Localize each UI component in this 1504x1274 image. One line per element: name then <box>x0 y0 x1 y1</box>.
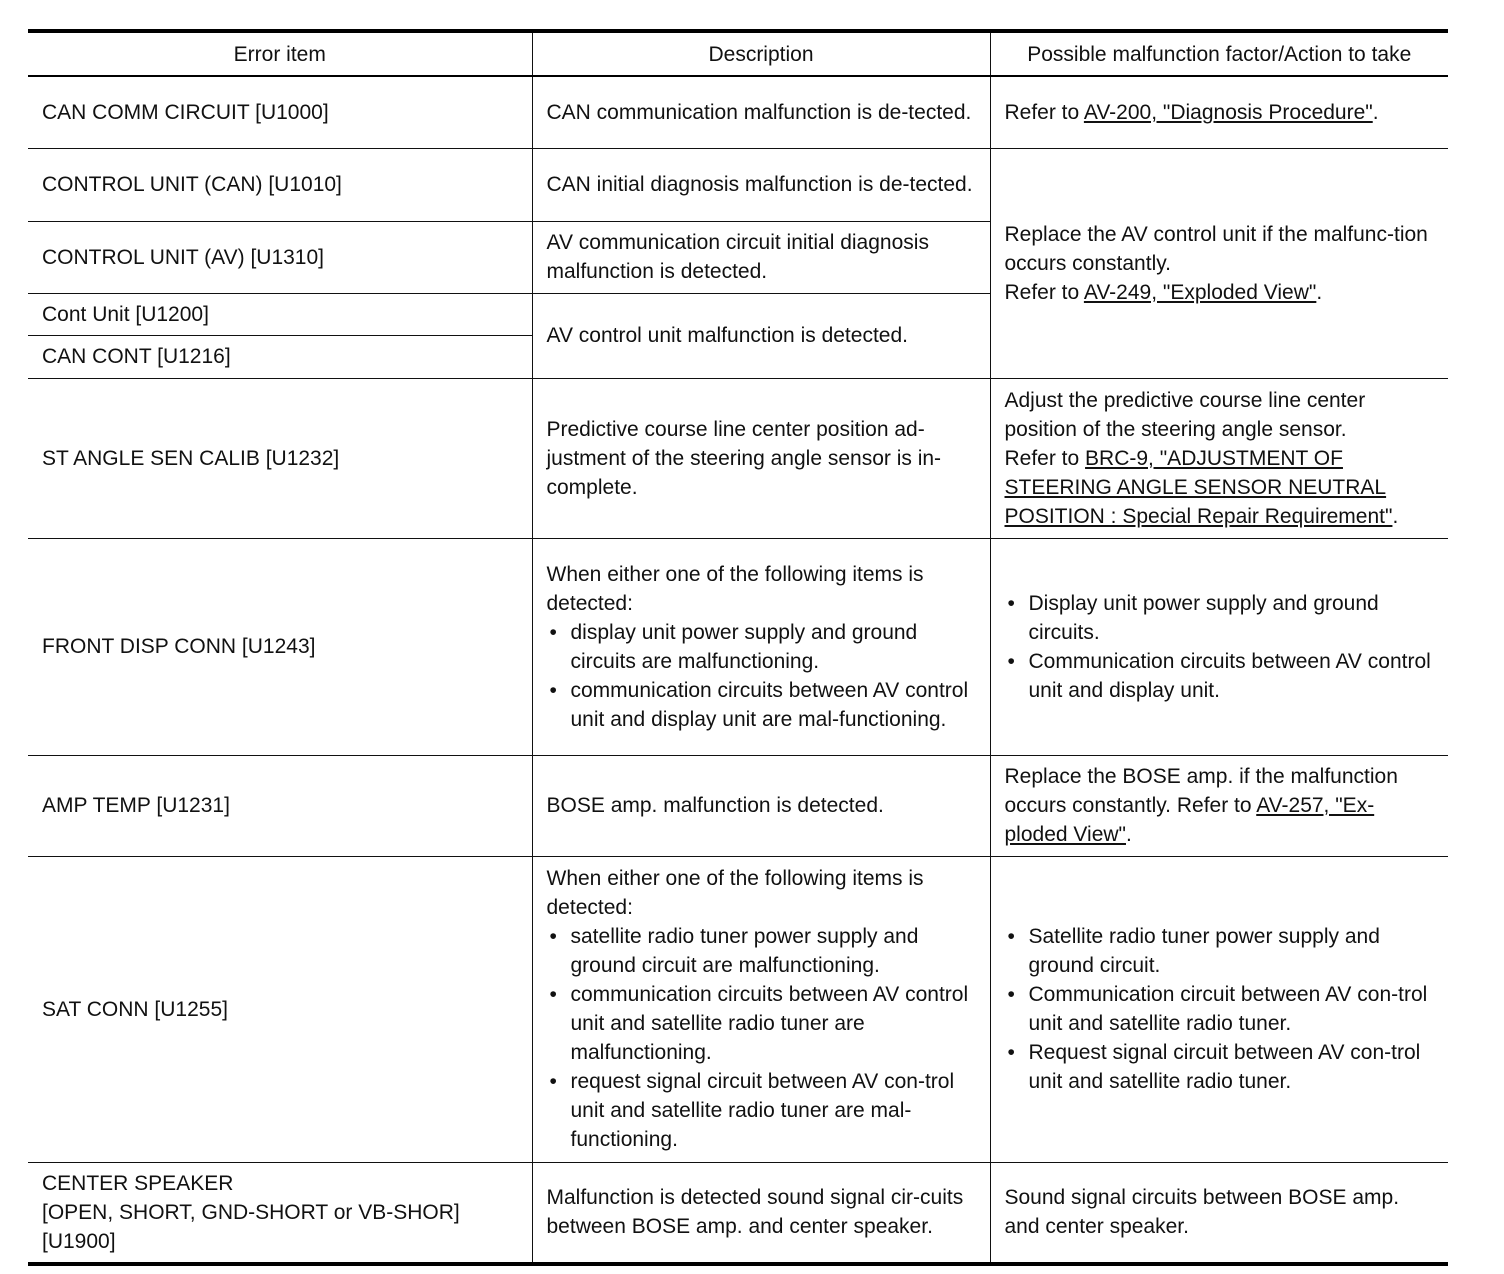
reference-link[interactable]: AV-257, "Ex-ploded View" <box>1004 794 1375 846</box>
action-text: . <box>1316 280 1323 304</box>
description-cell: AV communication circuit initial diagnosis malfunction is detected. <box>532 221 990 293</box>
action-cell <box>990 755 1448 856</box>
action-text: Replace the AV control unit if the malfunc-tion occurs constantly. <box>1004 222 1428 275</box>
error-item-cell: CAN COMM CIRCUIT [U1000] <box>28 76 532 148</box>
action-text: . <box>1392 504 1399 528</box>
action-text: . <box>1372 100 1379 124</box>
action-cell <box>990 148 1448 378</box>
description-cell: CAN initial diagnosis malfunction is de-tected. <box>532 148 990 221</box>
list-item: • Communication circuit between AV con-trol unit and satellite radio tuner. <box>1005 980 1435 1038</box>
action-cell <box>990 378 1448 538</box>
error-item-cell <box>28 1162 532 1264</box>
table-row <box>28 148 1448 221</box>
description-cell <box>532 538 990 755</box>
table-row <box>28 76 1448 148</box>
table-row <box>28 755 1448 856</box>
table-header-row <box>28 31 1448 76</box>
error-item-cell: Cont Unit [U1200] <box>28 293 532 335</box>
list-item: • Communication circuits between AV control unit and display unit. <box>1005 647 1435 705</box>
header-description: Description <box>532 31 990 76</box>
action-text: Replace the BOSE amp. if the malfunction occurs constantly. Refer to <box>1004 765 1398 817</box>
error-item-cell: CONTROL UNIT (AV) [U1310] <box>28 221 532 293</box>
reference-link[interactable]: AV-200, "Diagnosis Procedure" <box>1083 100 1373 124</box>
description-bullet-list <box>547 618 976 734</box>
list-item: • Display unit power supply and ground circuits. <box>1005 589 1435 647</box>
error-item-cell: SAT CONN [U1255] <box>28 856 532 1162</box>
list-item: • request signal circuit between AV con-trol unit and satellite radio tuner are mal-functioning. <box>547 1067 976 1154</box>
action-text: Refer to <box>1004 100 1084 124</box>
action-cell <box>990 856 1448 1162</box>
table-row <box>28 378 1448 538</box>
action-text: Refer to <box>1004 446 1086 470</box>
action-bullet-list <box>1005 922 1435 1096</box>
list-item: • communication circuits between AV control unit and satellite radio tuner are malfunctioning. <box>547 980 976 1067</box>
action-cell: Sound signal circuits between BOSE amp. and center speaker. <box>990 1162 1448 1264</box>
table-row <box>28 1162 1448 1264</box>
description-bullet-list <box>547 922 976 1154</box>
error-item-line: CENTER SPEAKER <box>42 1171 234 1195</box>
action-text: Refer to <box>1004 280 1084 304</box>
action-cell <box>990 76 1448 148</box>
table-row <box>28 856 1448 1162</box>
error-item-line: [OPEN, SHORT, GND-SHORT or VB-SHOR] <box>42 1200 460 1224</box>
list-item: • display unit power supply and ground circuits are malfunctioning. <box>547 618 976 676</box>
list-item: • communication circuits between AV control unit and display unit are mal-functioning. <box>547 676 976 734</box>
error-item-cell: AMP TEMP [U1231] <box>28 755 532 856</box>
error-item-cell: CONTROL UNIT (CAN) [U1010] <box>28 148 532 221</box>
description-cell <box>532 856 990 1162</box>
description-cell: Predictive course line center position ad-justment of the steering angle sensor is in-complete. <box>532 378 990 538</box>
header-error-item: Error item <box>28 31 532 76</box>
description-cell: CAN communication malfunction is de-tected. <box>532 76 990 148</box>
action-text: Adjust the predictive course line center position of the steering angle sensor. <box>1004 388 1366 441</box>
action-cell <box>990 538 1448 755</box>
error-item-cell: ST ANGLE SEN CALIB [U1232] <box>28 378 532 538</box>
list-item: • Request signal circuit between AV con-trol unit and satellite radio tuner. <box>1005 1038 1435 1096</box>
description-intro: When either one of the following items is detected: <box>546 867 924 919</box>
error-item-line: [U1900] <box>42 1229 116 1253</box>
reference-link[interactable]: BRC-9, "ADJUSTMENT OF STEERING ANGLE SENSOR NEUTRAL POSITION : Special Repair Requirement" <box>1004 446 1393 528</box>
description-cell: Malfunction is detected sound signal cir-cuits between BOSE amp. and center speaker. <box>532 1162 990 1264</box>
description-cell: BOSE amp. malfunction is detected. <box>532 755 990 856</box>
description-cell: AV control unit malfunction is detected. <box>532 293 990 378</box>
list-item: • satellite radio tuner power supply and ground circuit are malfunctioning. <box>547 922 976 980</box>
action-text: . <box>1126 823 1132 846</box>
list-item: • Satellite radio tuner power supply and ground circuit. <box>1005 922 1435 980</box>
error-item-cell: CAN CONT [U1216] <box>28 335 532 378</box>
error-item-table <box>28 29 1448 1266</box>
description-intro: When either one of the following items is detected: <box>546 562 924 615</box>
header-action: Possible malfunction factor/Action to take <box>990 31 1448 76</box>
action-bullet-list <box>1005 589 1435 705</box>
table-row <box>28 538 1448 755</box>
error-item-cell: FRONT DISP CONN [U1243] <box>28 538 532 755</box>
reference-link[interactable]: AV-249, "Exploded View" <box>1083 280 1317 304</box>
